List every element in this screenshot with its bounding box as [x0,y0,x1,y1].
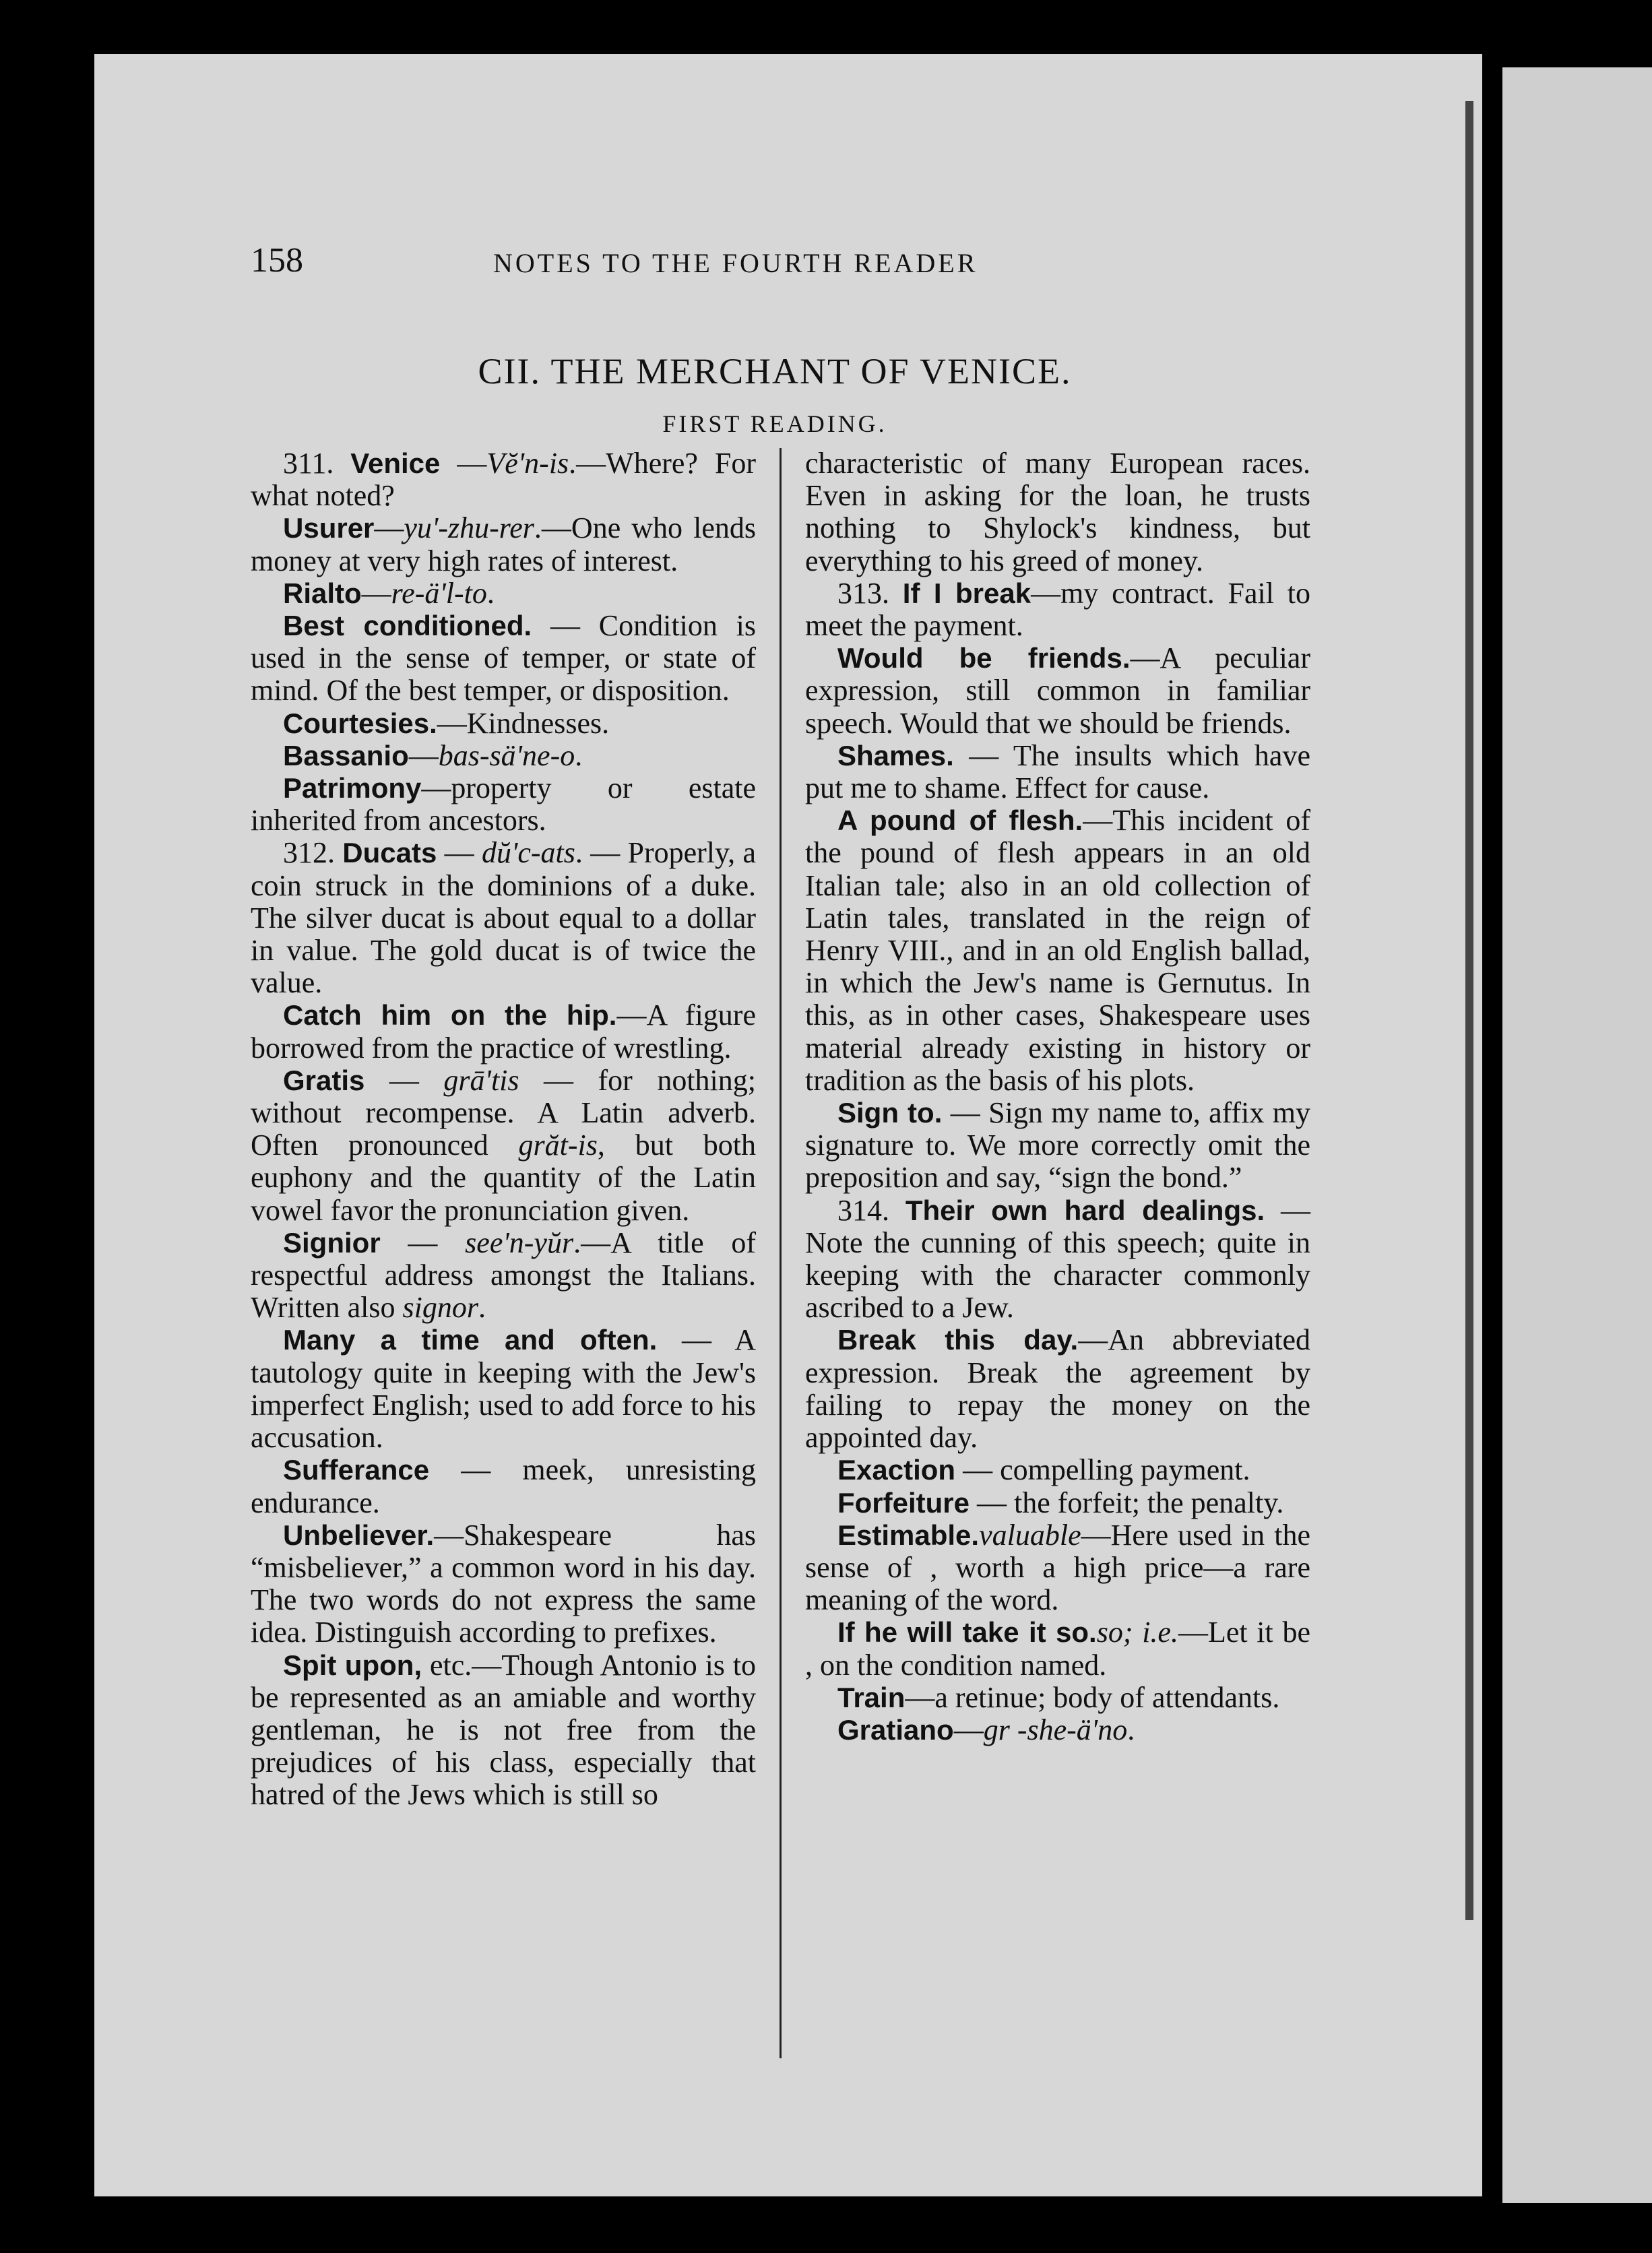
definition: — the forfeit; the penalty. [970,1486,1284,1519]
note-entry [805,1714,1310,1746]
note-headword: Train [837,1681,906,1713]
line-number: 312. [283,836,343,870]
pronunciation: yu'-zhu-rer [404,511,534,545]
definition: — Sign my name to, affix my signature to. We more correctly omit the preposition and say, “sign the bond.” [805,1096,1310,1195]
note-entry [251,610,756,707]
definition: —An abbreviated expression. Break the agreement by failing to repay the money on the appointed day. [805,1323,1310,1455]
note-entry [251,1324,756,1454]
note-headword: Venice [350,447,441,479]
note-entry [805,1682,1310,1714]
definition: —Let it be [1178,1616,1311,1649]
definition: .—A title of respectful address amongst the Italians. Written also [251,1226,756,1325]
note-headword: Ducats [342,837,437,869]
definition: —A peculiar expression, still common in familiar speech. Would that we should be friends. [805,641,1310,740]
note-headword: Would be friends. [837,642,1131,674]
dash: — [374,511,404,545]
definition: —Shakespeare has “misbeliever,” a common word in his day. The two words do not express the same idea. Distinguish according to prefixes. [251,1518,756,1649]
definition: . [1127,1713,1135,1746]
definition: . — Properly, a coin struck in the dominions of a duke. The silver ducat is about equal to a dollar in value. The gold ducat is of twice the value. [251,836,756,1000]
definition: . [486,576,495,610]
note-headword: Their own hard dealings. [905,1194,1265,1226]
line-number: 313. [837,576,903,610]
definition: .—Where? For what noted? [251,447,756,513]
note-headword: Bassanio [283,739,409,771]
note-entry [805,577,1310,642]
definition: —Note the cunning of this speech; quite in keeping with the character commonly ascribed to a Jew. [805,1193,1311,1325]
note-entry [805,1097,1310,1195]
note-entry [251,1519,756,1649]
note-headword: Gratis [283,1064,365,1096]
pronunciation: grăt-is [518,1129,598,1162]
note-headword: Sign to. [837,1097,943,1129]
line-number: 314. [837,1193,906,1227]
pronunciation: so; i.e. [1096,1616,1178,1649]
note-headword: Break this day. [837,1324,1079,1356]
dash: — [440,447,487,480]
note-entry [251,1649,756,1812]
pronunciation: see'n-yŭr [465,1226,574,1259]
note-headword: Catch him on the hip. [283,999,617,1032]
definition: , but both euphony and the quantity of the Latin vowel favor the pronunciation given. [251,1129,756,1227]
definition: —Kindnesses. [437,706,610,740]
definition: —a retinue; body of attendants. [905,1680,1280,1714]
pronunciation: valuable [979,1518,1081,1552]
pronunciation: gr -she-ä'no [983,1713,1128,1746]
note-entry [805,1616,1310,1681]
definition: — for nothing; without recompense. A Latin adverb. Often pronounced [251,1063,757,1162]
note-headword: Rialto [283,577,362,609]
note-entry [805,1519,1310,1617]
definition: etc.—Though Antonio is to be represented as an amiable and worthy gentleman, he is not free from the prejudices of his class, especially that hatred of the Jews which is still so [251,1648,756,1812]
definition: —Here used in the sense of [805,1518,1310,1584]
note-entry [805,804,1310,1097]
note-headword: Signior [283,1226,381,1259]
note-headword: Estimable. [837,1519,980,1551]
definition: — A tautology quite in keeping with the Jew's imperfect English; used to add force to his accusation. [251,1323,756,1455]
note-headword: Gratiano [837,1713,954,1746]
line-number: 311. [283,447,351,480]
definition: —This incident of the pound of flesh appears in an old Italian tale; also in an old collection of Latin tales, translated in the reign of Henry VIII., and in an old English ballad, in which the Jew's name is Gernutus. In this, as in other cases, Shakespeare uses material already existing in history or tradition as the basis of his plots. [805,804,1310,1097]
definition: — The insults which have put me to shame. Effect for cause. [805,738,1310,805]
note-headword: If he will take it so. [837,1616,1097,1649]
note-entry [251,1065,756,1227]
note-headword: Many a time and often. [283,1324,658,1356]
note-entry [251,447,756,512]
note-entry [805,1324,1310,1454]
note-headword: Unbeliever. [283,1519,435,1551]
dash: — [437,836,482,870]
pronunciation: dŭ'c-ats [481,836,575,870]
note-entry [251,999,756,1064]
note-entry [251,772,756,837]
page-number: 158 [251,241,303,280]
note-headword: Exaction [837,1454,956,1486]
note-headword: Courtesies. [283,707,437,739]
note-headword: Sufferance [283,1454,430,1486]
note-headword: Best conditioned. [283,610,532,642]
note-headword: Forfeiture [837,1486,970,1519]
note-entry [251,740,756,772]
dash: — [364,1063,444,1097]
note-headword: Usurer [283,512,375,544]
definition: , on the condition named. [805,1648,1107,1682]
note-headword: Spit upon, [283,1649,422,1681]
dash: — [953,1713,984,1746]
dash: — [408,738,439,772]
definition: . [575,738,583,772]
note-continuation: characteristic of many European races. Even in asking for the loan, he trusts nothing to Shylock's kindness, but everything to his greed of money. [805,447,1310,577]
note-entry [251,577,756,610]
page-header [251,241,1073,281]
definition: . [478,1291,486,1325]
note-headword: If I break [902,577,1031,609]
note-headword: Patrimony [283,772,422,804]
note-headword: Shames. [837,739,954,771]
page-gutter-shadow [1465,101,1473,1920]
note-entry [805,1454,1310,1486]
note-entry [251,1454,756,1519]
note-entry [251,707,756,740]
note-entry [251,837,756,999]
note-entry [805,447,1310,577]
right-column [805,447,1310,1746]
pronunciation: grā'tis [443,1063,519,1097]
note-entry [805,642,1310,740]
running-title: NOTES TO THE FOURTH READER [493,248,978,278]
chapter-title: CII. THE MERCHANT OF VENICE. [478,351,1072,391]
left-column [251,447,756,1812]
note-entry [805,1487,1310,1519]
pronunciation: Vĕ'n-is [486,447,569,480]
note-headword: A pound of flesh. [837,804,1083,837]
column-divider [780,448,782,2058]
pronunciation: signor [402,1291,478,1325]
definition: — Condition is used in the sense of temper, or state of mind. Of the best temper, or disposition. [251,609,756,707]
facing-page-edge [1502,67,1652,2203]
definition: —property or estate inherited from ancestors. [251,771,756,837]
chapter-subtitle: FIRST READING. [662,410,887,437]
note-entry [251,512,756,577]
definition: — compelling payment. [955,1453,1250,1487]
definition: , worth a high price—a rare meaning of the word. [805,1550,1310,1617]
pronunciation: bas-sä'ne-o [438,738,575,772]
definition: .—One who lends money at very high rates of interest. [251,511,756,577]
definition: —my contract. Fail to meet the payment. [805,576,1310,643]
pronunciation: re-ä'l-to [391,576,487,610]
note-entry [805,1195,1310,1325]
note-entry [805,740,1310,804]
dash: — [361,576,391,610]
note-entry [251,1227,756,1325]
definition: —A figure borrowed from the practice of wrestling. [251,998,756,1065]
definition: — meek, unresisting endurance. [251,1453,756,1519]
dash: — [380,1226,466,1259]
